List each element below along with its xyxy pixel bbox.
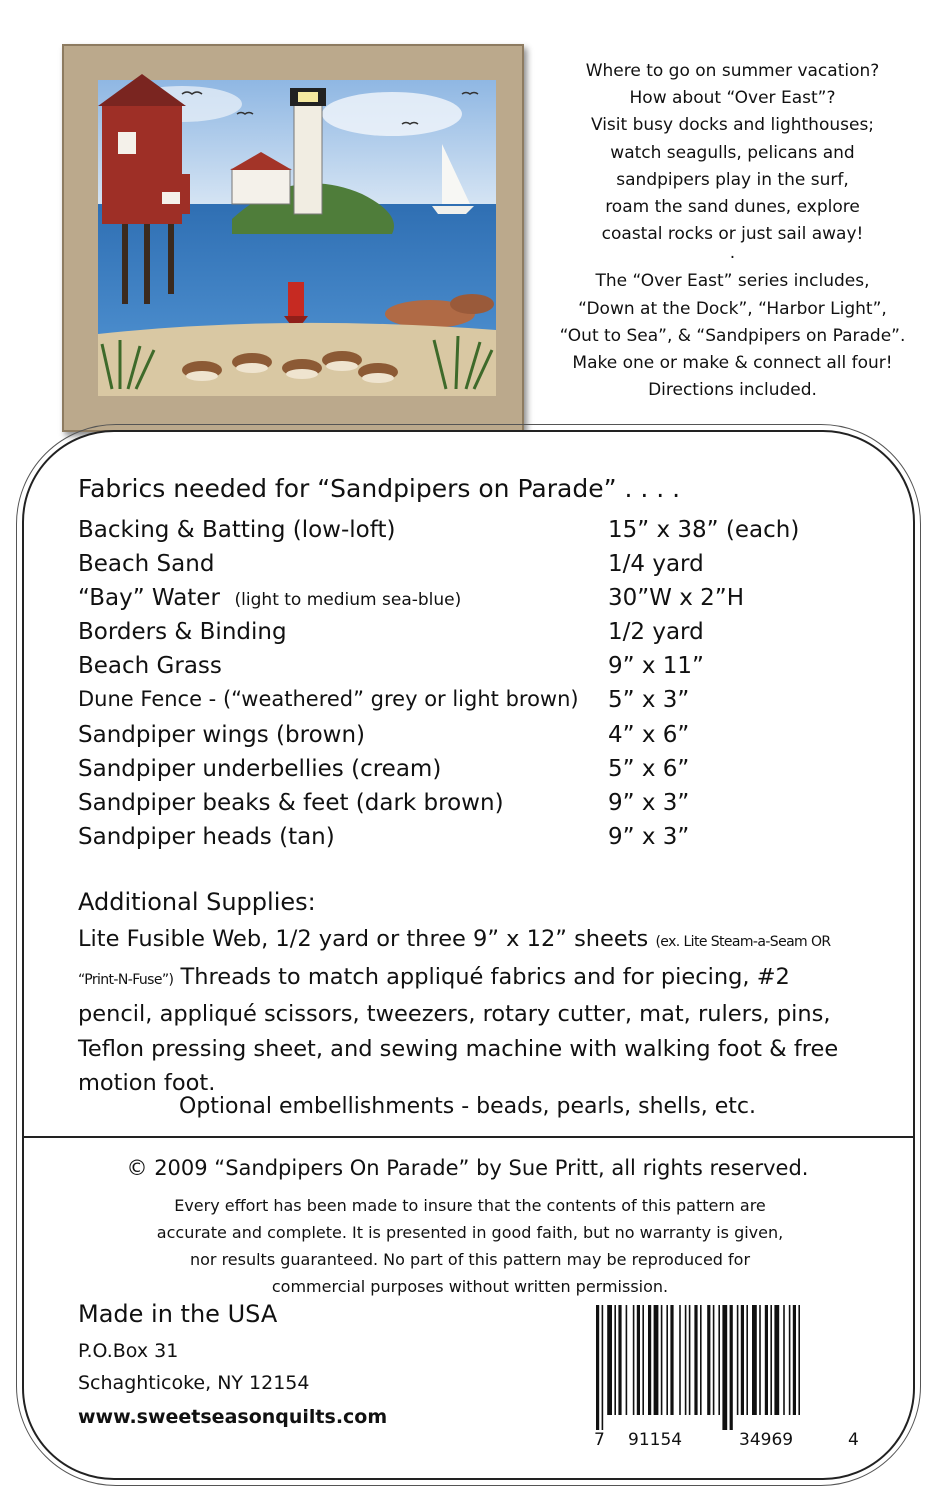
barcode-bar: [596, 1305, 599, 1430]
barcode-bar: [783, 1305, 785, 1415]
fabric-row: [78, 790, 858, 824]
series-line: “Out to Sea”, & “Sandpipers on Parade”.: [559, 325, 906, 346]
intro-line: Where to go on summer vacation?: [585, 61, 880, 81]
barcode-bar: [614, 1305, 616, 1415]
barcode-bar: [793, 1305, 796, 1415]
barcode-bar: [789, 1305, 791, 1415]
fabric-row: [78, 653, 858, 687]
barcode-bar: [637, 1305, 640, 1415]
supplies-example-note: (ex. Lite Steam-a-Seam OR “Print-N-Fuse”): [78, 934, 831, 988]
fabric-qty: 30”W x 2”H: [608, 585, 745, 611]
fabric-row: [78, 551, 858, 585]
buoy: [288, 282, 304, 316]
city-address: Schaghticoke, NY 12154: [78, 1372, 310, 1394]
barcode-bar: [718, 1305, 720, 1415]
fabric-name: Sandpiper underbellies (cream): [78, 756, 442, 782]
fabric-qty: 4” x 6”: [608, 722, 690, 748]
barcode-bar: [679, 1305, 681, 1415]
barcode: [590, 1305, 870, 1435]
fabric-row: [78, 585, 858, 619]
fabric-name: Beach Grass: [78, 653, 222, 679]
barcode-bar: [661, 1305, 663, 1415]
barcode-bar: [689, 1305, 691, 1415]
fabric-name: Beach Sand: [78, 551, 215, 577]
fabric-name: “Bay” Water (light to medium sea-blue): [78, 585, 462, 611]
barcode-bar: [642, 1305, 644, 1415]
barcode-bar: [685, 1305, 687, 1415]
intro-line: watch seagulls, pelicans and: [610, 142, 855, 163]
barcode-bar: [722, 1305, 727, 1430]
fabric-qty: 1/4 yard: [608, 551, 704, 577]
barcode-bars: [590, 1305, 870, 1430]
fabric-row: [78, 687, 858, 721]
barcode-bar: [602, 1305, 604, 1430]
barcode-bar: [694, 1305, 697, 1415]
series-line: The “Over East” series includes,: [595, 271, 870, 292]
barcode-bar: [618, 1305, 621, 1415]
fabric-name: Borders & Binding: [78, 619, 287, 645]
barcode-group-1: 91154: [628, 1430, 683, 1450]
intro-line: sandpipers play in the surf,: [616, 169, 849, 190]
series-line: Make one or make & connect all four!: [572, 353, 893, 374]
fabrics-title: Fabrics needed for “Sandpipers on Parade” . . . .: [78, 474, 681, 503]
barcode-bar: [626, 1305, 628, 1415]
supplies-text: Lite Fusible Web, 1/2 yard or three 9” x 12” sheets (ex. Lite Steam-a-Seam OR “Print-N-Fuse”) Threads to match appliqué fabrics and for piecing, #2 pencil, appliqué scissors, tweezers, rotary cutter, mat, rulers, pins, Teflon pressing sheet, and sewing machine with walking foot & free motion foot.: [78, 926, 839, 1096]
fabric-name: Sandpiper wings (brown): [78, 722, 366, 748]
barcode-bar: [746, 1305, 748, 1415]
barcode-bar: [666, 1305, 668, 1415]
fabric-name: Dune Fence - (“weathered” grey or light brown): [78, 687, 579, 711]
barcode-bar: [770, 1305, 772, 1415]
series-line: Directions included.: [648, 380, 817, 401]
optional-embellishments: Optional embellishments - beads, pearls, shells, etc.: [179, 1094, 756, 1119]
website-link[interactable]: www.sweetseasonquilts.com: [78, 1406, 388, 1428]
fabric-qty: 15” x 38” (each): [608, 517, 800, 543]
fabric-qty: 1/2 yard: [608, 619, 704, 645]
barcode-digit-last: 4: [848, 1430, 859, 1450]
intro-dot: .: [729, 243, 736, 264]
quilt-illustration: [62, 44, 524, 432]
fabric-qty: 9” x 3”: [608, 824, 690, 850]
disclaimer: [90, 1192, 850, 1300]
barcode-bar: [765, 1305, 768, 1415]
intro-line: roam the sand dunes, explore: [605, 197, 860, 218]
disclaimer-line: commercial purposes without written permission.: [271, 1277, 669, 1296]
copyright-line: © 2009 “Sandpipers On Parade” by Sue Pritt, all rights reserved.: [126, 1156, 809, 1180]
fabric-name: Sandpiper heads (tan): [78, 824, 335, 850]
barcode-bar: [670, 1305, 673, 1415]
disclaimer-line: Every effort has been made to insure that the contents of this pattern are: [174, 1196, 766, 1215]
series-line: “Down at the Dock”, “Harbor Light”,: [578, 298, 887, 319]
made-in-usa: Made in the USA: [78, 1300, 278, 1328]
fabric-name: Backing & Batting (low-loft): [78, 517, 396, 543]
barcode-bar: [741, 1305, 744, 1415]
quilt-photo: [62, 44, 524, 432]
barcode-bar: [759, 1305, 761, 1415]
fabric-qty: 9” x 11”: [608, 653, 704, 679]
fabric-qty: 5” x 3”: [608, 687, 690, 713]
fabric-row: [78, 517, 858, 551]
fabric-row: [78, 722, 858, 756]
barcode-bar: [798, 1305, 800, 1415]
supplies-title: Additional Supplies:: [78, 888, 316, 916]
barcode-bar: [737, 1305, 739, 1415]
fabric-note: (light to medium sea-blue): [234, 590, 462, 610]
fabric-qty: 5” x 6”: [608, 756, 690, 782]
disclaimer-line: nor results guaranteed. No part of this pattern may be reproduced for: [189, 1250, 751, 1269]
lighthouse: [294, 104, 322, 214]
divider: [24, 1136, 914, 1138]
fabric-row: [78, 824, 858, 858]
barcode-bar: [774, 1305, 779, 1415]
intro-text: [540, 58, 925, 404]
barcode-bar: [633, 1305, 635, 1415]
barcode-bar: [752, 1305, 757, 1415]
barcode-digit-first: 7: [594, 1430, 605, 1450]
disclaimer-line: accurate and complete. It is presented in good faith, but no warranty is given,: [156, 1223, 784, 1242]
barcode-group-2: 34969: [739, 1430, 794, 1450]
barcode-bar: [730, 1305, 733, 1430]
barcode-bar: [700, 1305, 702, 1415]
barcode-bar: [607, 1305, 612, 1415]
intro-line: Visit busy docks and lighthouses;: [590, 115, 875, 136]
barcode-bar: [713, 1305, 715, 1415]
fabric-row: [78, 756, 858, 790]
barcode-bar: [648, 1305, 651, 1415]
fabric-qty: 9” x 3”: [608, 790, 690, 816]
fabric-name: Sandpiper beaks & feet (dark brown): [78, 790, 504, 816]
barcode-bar: [707, 1305, 710, 1415]
po-box: P.O.Box 31: [78, 1340, 179, 1362]
intro-line: coastal rocks or just sail away!: [601, 224, 864, 245]
fabric-row: [78, 619, 858, 653]
intro-line: How about “Over East”?: [629, 88, 836, 109]
barcode-bar: [654, 1305, 659, 1415]
